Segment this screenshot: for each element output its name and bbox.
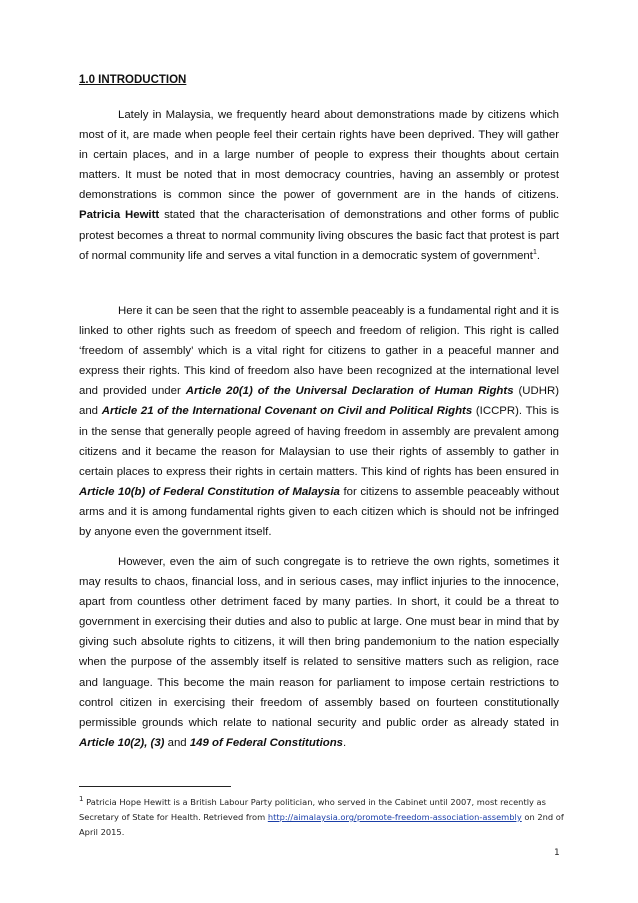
footnote-text: on 2nd of April 2015. bbox=[79, 812, 564, 837]
paragraph-2 bbox=[79, 301, 559, 542]
article-reference: Article 20(1) of the Universal Declaration of Human Rights bbox=[185, 385, 514, 398]
footnote-number: 1 bbox=[79, 795, 84, 804]
paragraph-text: and bbox=[167, 736, 187, 749]
article-reference: Article 10(2), (3) bbox=[79, 736, 165, 749]
paragraph-text: stated that the characterisation of demonstrations and other forms of public protest becomes a threat to normal community living obscures the basic fact that protest is part of normal community life and serves a vital function in a democratic system of government bbox=[79, 209, 560, 262]
person-name: Patricia Hewitt bbox=[79, 209, 160, 222]
page-number: 1 bbox=[554, 848, 560, 858]
paragraph-1 bbox=[79, 105, 559, 266]
paragraph-text: for citizens to assemble peaceably without arms and it is among fundamental rights given to each citizen which is should not be infringed by anyone even the government itself. bbox=[79, 485, 559, 539]
paragraph-text: However, even the aim of such congregate is to retrieve the own rights, sometimes it may results to chaos, financial loss, and in serious cases, may inflict injuries to the innocence, apart from countless other detriment faced by many parties. In short, it could be a threat to government in exercising their duties and also to public at large. One must bear in mind that by giving such absolute rights to citizens, it will then bring pandemonium to the nation especially when the purpose of the assembly itself is related to sensitive matters such as religion, race and language. This become the main reason for parliament to impose certain restrictions to control citizen in exercising their freedom of assembly based on fourteen constitutionally permissible grounds which relate to national security and public order as already stated in bbox=[79, 556, 559, 729]
footnote-text: Patricia Hope Hewitt is a British Labour Party politician, who served in the Cabinet until 2007, most recently as Secretary of State for Health. Retrieved from bbox=[79, 797, 546, 822]
footnote bbox=[79, 795, 564, 840]
footnote-reference[interactable]: 1 bbox=[532, 248, 537, 256]
article-reference: Article 10(b) of Federal Constitution of Malaysia bbox=[79, 485, 340, 498]
article-reference: Article 21 of the International Covenant on Civil and Political Rights bbox=[101, 405, 473, 418]
section-heading: 1.0 INTRODUCTION bbox=[79, 74, 187, 86]
footnote-link[interactable]: http://aimalaysia.org/promote-freedom-association-assembly bbox=[267, 812, 522, 822]
paragraph-3 bbox=[79, 552, 559, 753]
paragraph-text: (ICCPR). This is in the sense that generally people agreed of having freedom in assembly are prevalent among citizens and it became the reason for Malaysian to use their rights of assembly to gather in certain places to express their rights in certain matters. This kind of rights has been ensured in bbox=[79, 405, 560, 478]
paragraph-text: . bbox=[536, 249, 541, 262]
footnote-separator bbox=[79, 786, 231, 787]
paragraph-text: (UDHR) and bbox=[79, 385, 560, 418]
paragraph-text: . bbox=[343, 736, 347, 749]
paragraph-text: Here it can be seen that the right to assemble peaceably is a fundamental right and it is linked to other rights such as freedom of speech and freedom of religion. This right is called ‘freedom of assembly’ which is a vital right for citizens to gather in a peaceful manner and express their rights. This kind of freedom also have been recognized at the international level and provided under bbox=[79, 305, 559, 398]
paragraph-text: Lately in Malaysia, we frequently heard about demonstrations made by citizens which most of it, are made when people feel their certain rights have been deprived. They will gather in certain places, and in a large number of people to express their thoughts about certain matters. It must be noted that in most democracy countries, having an assembly or protest demonstrations is common since the power of government are in the hands of citizens. bbox=[79, 109, 559, 202]
article-reference: 149 of Federal Constitutions bbox=[189, 736, 343, 749]
